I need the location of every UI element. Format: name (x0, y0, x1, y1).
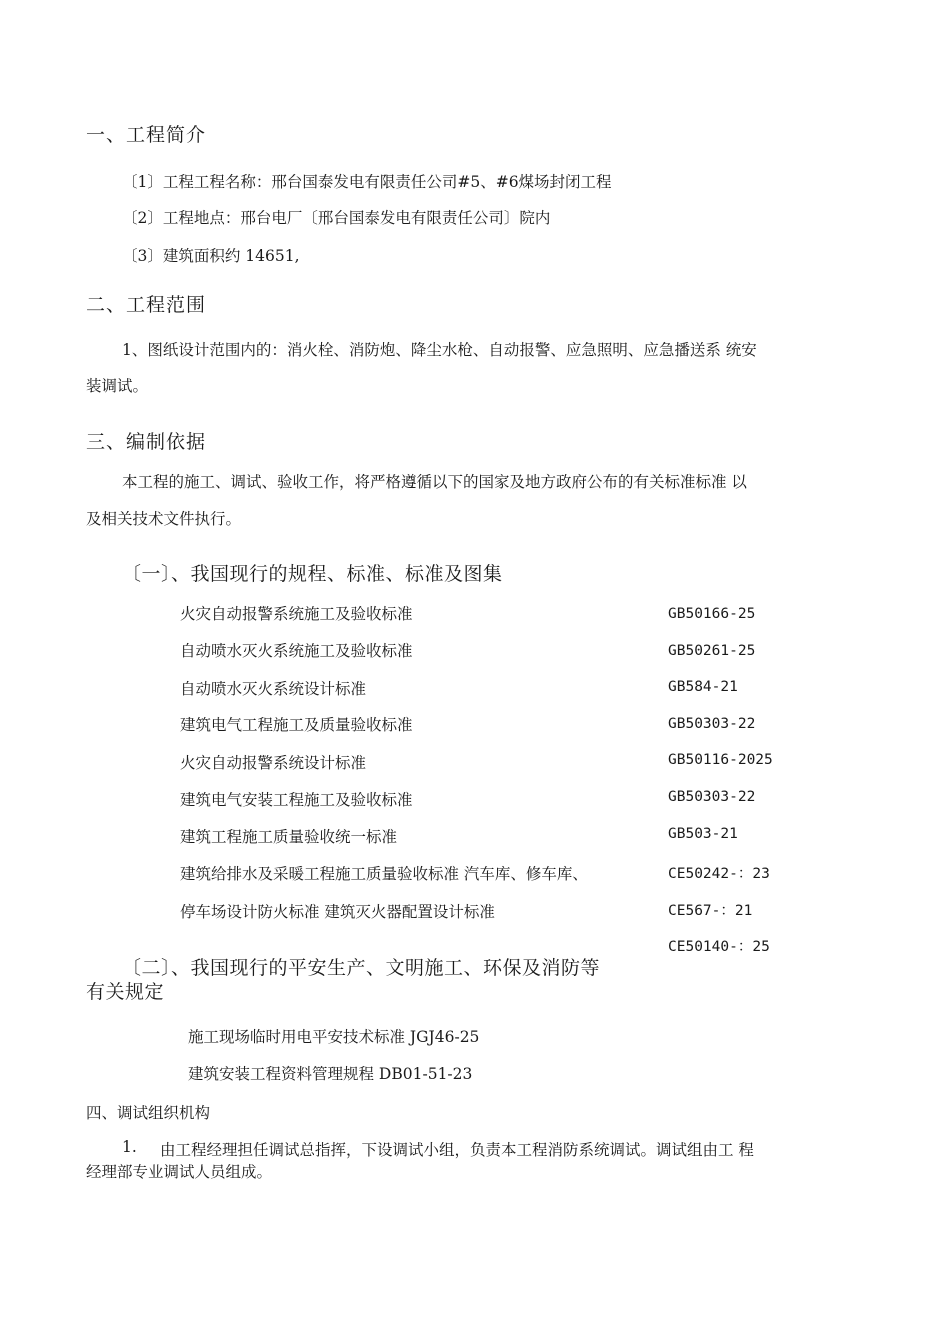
building-area-line: 〔3〕建筑面积约 14651, (122, 247, 300, 265)
standard-code: GB50261-25 (668, 643, 756, 659)
standard-name: 建筑电气工程施工及质量验收标准 (180, 716, 413, 734)
section-3-heading: 三、编制依据 (86, 431, 207, 453)
standard-name: 火灾自动报警系统设计标准 (180, 754, 367, 772)
standard-code: CE567-：21 (668, 903, 753, 919)
subsection-2-heading-line-1: 〔二〕、我国现行的平安生产、文明施工、环保及消防等 (122, 957, 601, 979)
standard-name: 火灾自动报警系统施工及验收标准 (180, 605, 413, 623)
project-location-line: 〔2〕工程地点：邢台电厂〔邢台国泰发电有限责任公司〕院内 (122, 209, 551, 227)
regulation-item: 施工现场临时用电平安技术标准 JGJ46-25 (188, 1028, 480, 1046)
section-1-heading: 一、工程简介 (86, 124, 207, 146)
standard-code: GB584-21 (668, 679, 738, 695)
basis-line-1: 本工程的施工、调试、验收工作，将严格遵循以下的国家及地方政府公布的有关标准标准 以 (122, 473, 747, 491)
standard-name: 建筑工程施工质量验收统一标准 (180, 828, 398, 846)
section-2-heading: 二、工程范围 (86, 294, 207, 316)
standard-code: GB50166-25 (668, 606, 756, 622)
standard-name: 建筑电气安装工程施工及验收标准 (180, 791, 413, 809)
standard-code: GB50116-2025 (668, 752, 773, 768)
org-item-number: 1. (122, 1138, 137, 1156)
standard-code-extra: CE50140-：25 (668, 939, 770, 955)
org-line-2: 经理部专业调试人员组成。 (86, 1163, 273, 1181)
subsection-1-heading: 〔一〕、我国现行的规程、标准、标准及图集 (122, 563, 503, 585)
basis-line-2: 及相关技术文件执行。 (86, 510, 242, 528)
standard-code: CE50242-：23 (668, 866, 770, 882)
standard-name: 自动喷水灭火系统设计标准 (180, 680, 367, 698)
standard-name: 停车场设计防火标准 建筑灭火器配置设计标准 (180, 903, 495, 921)
standard-name: 建筑给排水及采暖工程施工质量验收标准 汽车库、修车库、 (180, 865, 588, 883)
org-line-1: 由工程经理担任调试总指挥，下设调试小组，负责本工程消防系统调试。调试组由工 程 (160, 1141, 754, 1159)
section-4-heading: 四、调试组织机构 (86, 1104, 211, 1122)
standard-code: GB503-21 (668, 826, 738, 842)
standard-code: GB50303-22 (668, 716, 756, 732)
standard-name: 自动喷水灭火系统施工及验收标准 (180, 642, 413, 660)
project-name-line: 〔1〕工程工程名称：邢台国泰发电有限责任公司#5、#6煤场封闭工程 (122, 173, 612, 191)
standard-code: GB50303-22 (668, 789, 756, 805)
regulation-item: 建筑安装工程资料管理规程 DB01-51-23 (188, 1065, 473, 1083)
subsection-2-heading-line-2: 有关规定 (86, 981, 165, 1003)
scope-line-1: 1、图纸设计范围内的：消火栓、消防炮、降尘水枪、自动报警、应急照明、应急播送系 统安 (122, 341, 757, 359)
scope-line-2: 装调试。 (86, 377, 149, 395)
